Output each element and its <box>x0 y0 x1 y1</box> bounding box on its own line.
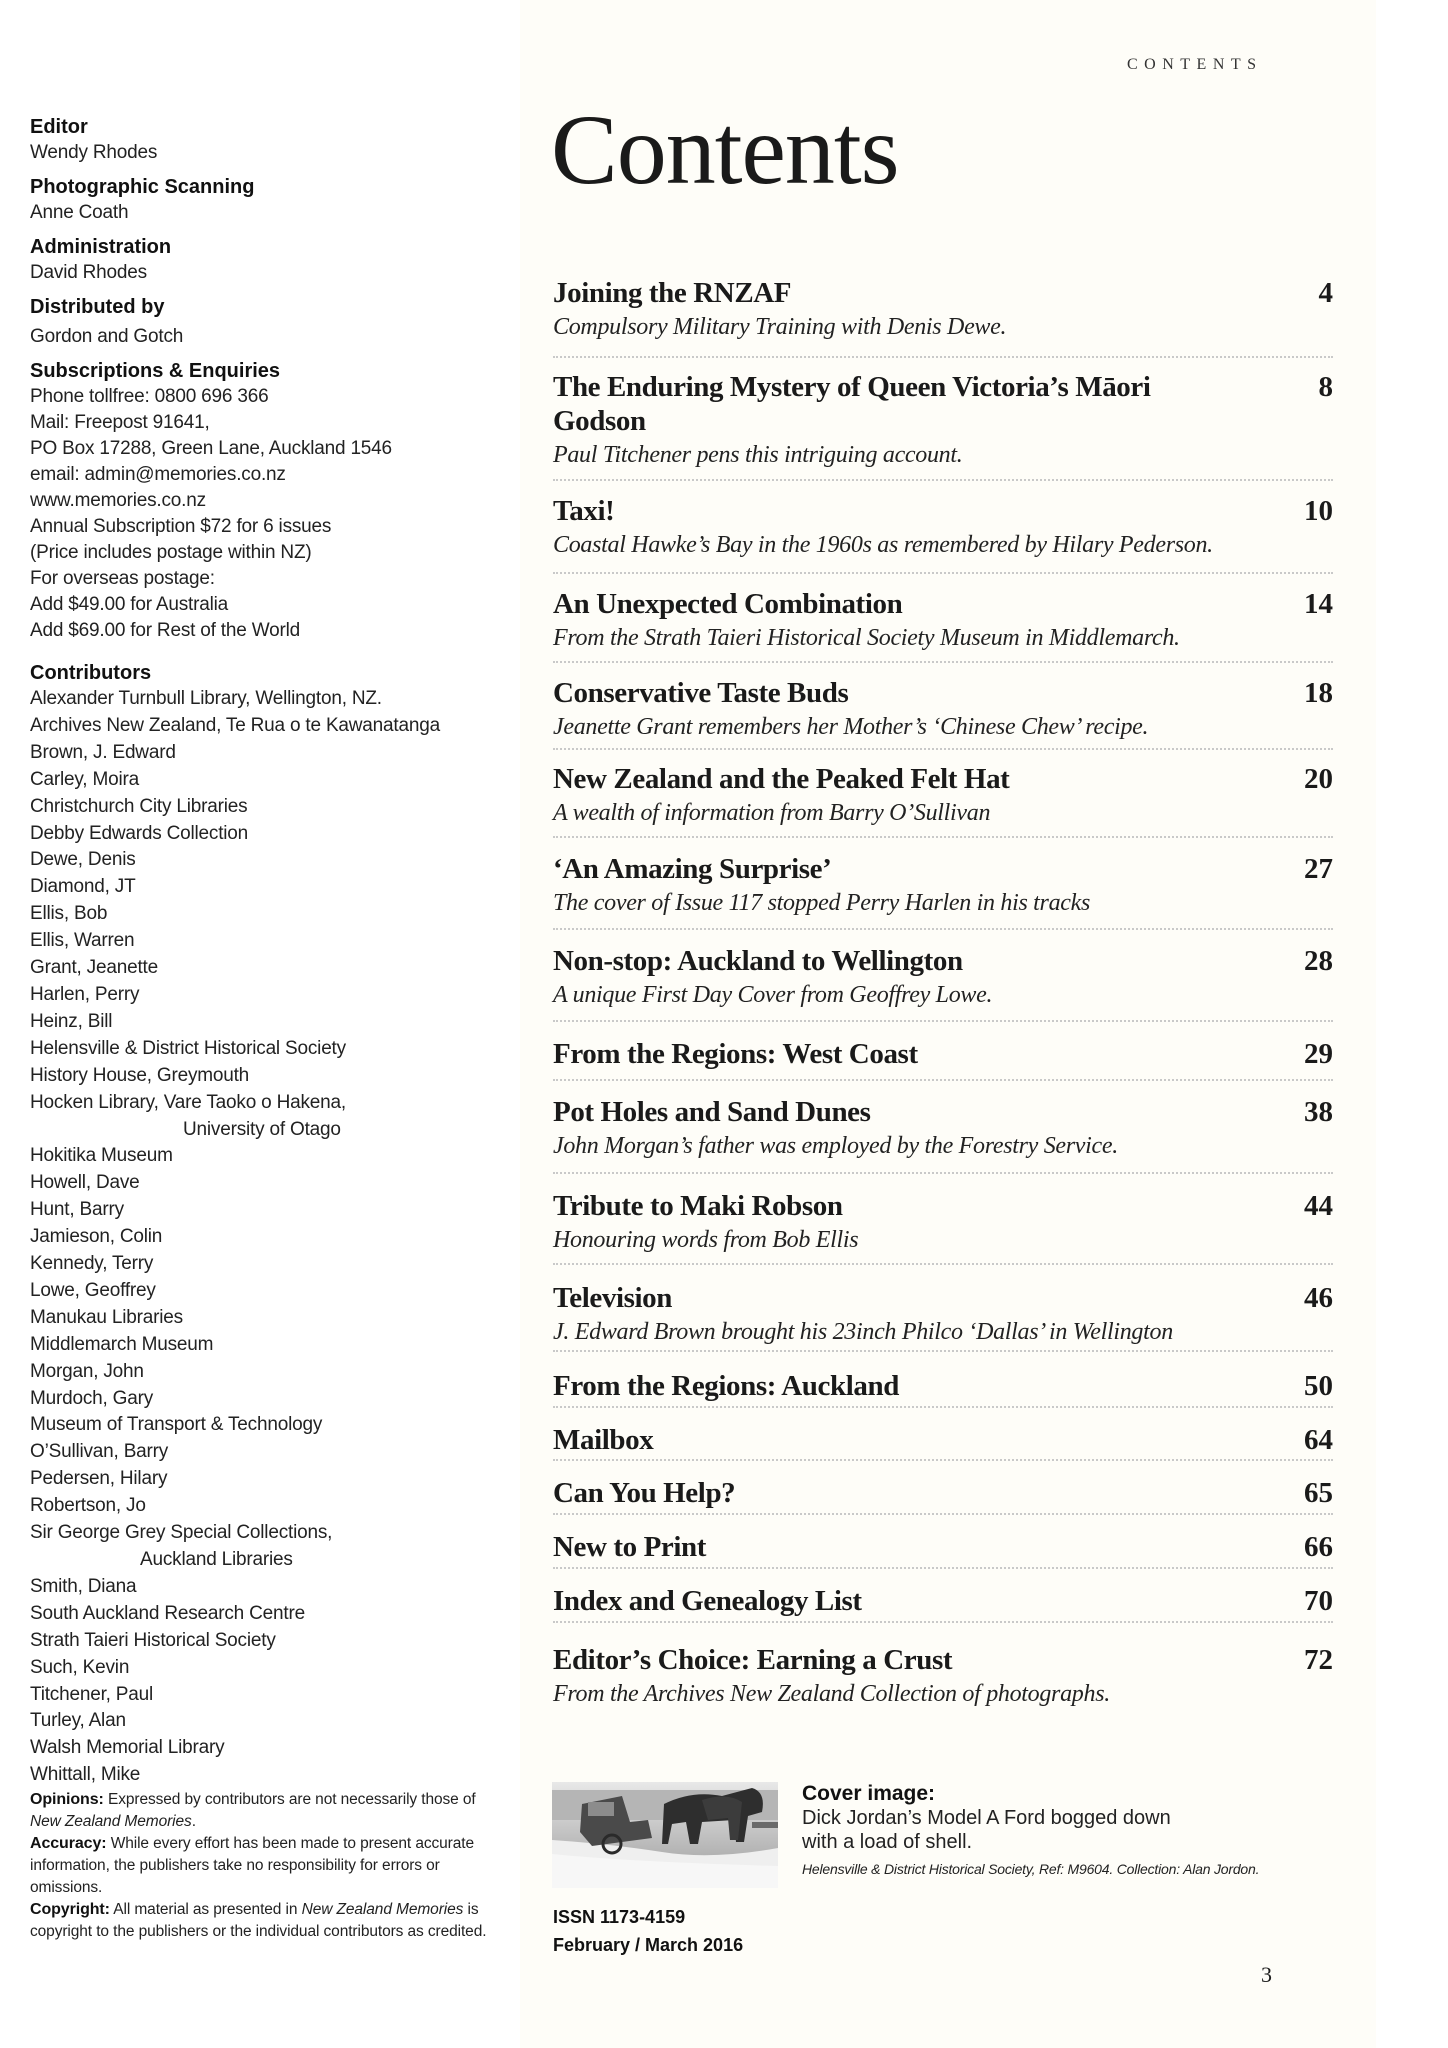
masthead-value: www.memories.co.nz <box>30 490 206 511</box>
contributor-item: Brown, J. Edward <box>30 741 176 763</box>
cover-caption-line-1: Dick Jordan’s Model A Ford bogged down <box>802 1807 1171 1829</box>
toc-entry-row <box>553 587 1333 621</box>
toc-entry-row <box>553 1281 1333 1315</box>
toc-entry-page: 70 <box>1304 1585 1333 1617</box>
toc-entry-page: 4 <box>1318 277 1333 309</box>
toc-entry-row <box>553 852 1333 886</box>
contributor-item: Manukau Libraries <box>30 1306 183 1328</box>
toc-entry-row <box>553 1369 1333 1403</box>
toc-entry-title: New to Print <box>553 1531 707 1563</box>
toc-entry-row <box>553 1530 1333 1564</box>
toc-entry-title: Taxi! <box>553 495 615 527</box>
cover-caption-heading: Cover image: <box>802 1782 936 1805</box>
toc-entry-subtitle: A wealth of information from Barry O’Sullivan <box>553 800 991 826</box>
toc-entry-row <box>553 1584 1333 1618</box>
masthead-block <box>30 174 510 226</box>
toc-entry-row <box>553 1476 1333 1510</box>
toc-divider <box>553 1621 1333 1623</box>
toc-entry-title: Editor’s Choice: Earning a Crust <box>553 1644 953 1676</box>
masthead-value: email: admin@memories.co.nz <box>30 464 286 485</box>
toc-entry[interactable] <box>553 852 1333 918</box>
toc-entry-page: 66 <box>1304 1531 1333 1563</box>
toc-entry[interactable] <box>553 1476 1333 1510</box>
toc-entry-page: 50 <box>1304 1370 1333 1402</box>
masthead-block <box>30 294 510 350</box>
contributor-item: Howell, Dave <box>30 1172 140 1194</box>
contributor-item: Robertson, Jo <box>30 1495 146 1517</box>
contributor-item: Smith, Diana <box>30 1575 137 1597</box>
toc-entry[interactable] <box>553 1189 1333 1255</box>
toc-entry-page: 64 <box>1304 1424 1333 1456</box>
contributor-item: Diamond, JT <box>30 876 136 898</box>
toc-entry[interactable] <box>553 762 1333 828</box>
toc-entry[interactable] <box>553 1037 1333 1071</box>
contributor-item: Archives New Zealand, Te Rua o te Kawanatanga <box>30 714 440 736</box>
contributor-item: Middlemarch Museum <box>30 1333 214 1355</box>
contributor-item: South Auckland Research Centre <box>30 1602 305 1624</box>
copyright-label: Copyright: <box>30 1901 110 1918</box>
masthead-label: Distributed by <box>30 296 165 318</box>
toc-entry-row <box>553 494 1333 528</box>
contributors-list <box>30 660 510 1789</box>
cover-caption-credit: Helensville & District Historical Society, Ref: M9604. Collection: Alan Jordon. <box>802 1861 1260 1877</box>
toc-entry-title: Joining the RNZAF <box>553 277 792 309</box>
copyright-notice <box>30 1899 510 1943</box>
contributor-item: Hunt, Barry <box>30 1199 124 1221</box>
toc-entry-page: 14 <box>1304 588 1333 620</box>
contributor-item: Hocken Library, Vare Taoko o Hakena, <box>30 1091 346 1113</box>
toc-entry-title: Pot Holes and Sand Dunes <box>553 1096 871 1128</box>
toc-entry-row <box>553 370 1333 438</box>
toc-entry[interactable] <box>553 370 1333 470</box>
issue-date: February / March 2016 <box>553 1935 744 1955</box>
page-number: 3 <box>1261 1962 1272 1987</box>
masthead-value: Annual Subscription $72 for 6 issues <box>30 516 332 537</box>
toc-divider <box>553 661 1333 663</box>
contributor-item: Carley, Moira <box>30 768 139 790</box>
toc-entry-title: Conservative Taste Buds <box>553 677 849 709</box>
toc-entry-subtitle: Jeanette Grant remembers her Mother’s ‘Chinese Chew’ recipe. <box>553 714 1149 740</box>
toc-divider <box>553 1079 1333 1081</box>
contributor-item: Heinz, Bill <box>30 1010 113 1032</box>
contributor-item: Kennedy, Terry <box>30 1253 154 1275</box>
toc-entry-row <box>553 276 1333 310</box>
contributor-item: Murdoch, Gary <box>30 1387 154 1409</box>
toc-entry-subtitle: J. Edward Brown brought his 23inch Philco ‘Dallas’ in Wellington <box>553 1319 1173 1345</box>
toc-entry-row <box>553 1643 1333 1677</box>
toc-entry-title: ‘An Amazing Surprise’ <box>553 853 832 885</box>
opinions-publication: New Zealand Memories <box>30 1813 192 1830</box>
toc-divider <box>553 1350 1333 1352</box>
copyright-end: is copyright to the publishers or the individual contributors as credited. <box>30 1901 487 1940</box>
masthead-label: Photographic Scanning <box>30 176 255 198</box>
contributor-item: History House, Greymouth <box>30 1064 250 1086</box>
contributors-heading: Contributors <box>30 662 152 684</box>
toc-entry-title: Tribute to Maki Robson <box>553 1190 843 1222</box>
contributor-item: Museum of Transport & Technology <box>30 1414 323 1436</box>
toc-entry-title: Non-stop: Auckland to Wellington <box>553 945 963 977</box>
toc-entry-subtitle: Paul Titchener pens this intriguing account. <box>553 442 963 468</box>
toc-entry-row <box>553 676 1333 710</box>
contributor-item: Pedersen, Hilary <box>30 1468 168 1490</box>
contributor-item: Harlen, Perry <box>30 983 140 1005</box>
opinions-text: Expressed by contributors are not necessarily those of <box>103 1791 476 1808</box>
toc-entry-page: 18 <box>1304 677 1333 709</box>
toc-divider <box>553 356 1333 358</box>
masthead-value: Gordon and Gotch <box>30 326 184 347</box>
masthead-value: Anne Coath <box>30 202 129 223</box>
toc-entry-row <box>553 762 1333 796</box>
contributor-item: Jamieson, Colin <box>30 1226 163 1248</box>
toc-divider <box>553 836 1333 838</box>
masthead-value: Add $69.00 for Rest of the World <box>30 620 300 641</box>
toc-entry-title: New Zealand and the Peaked Felt Hat <box>553 763 1010 795</box>
accuracy-text: While every effort has been made to present accurate information, the publishers take no responsibility for errors or omissions. <box>30 1835 474 1896</box>
contributor-item: Lowe, Geoffrey <box>30 1279 156 1301</box>
toc-entry[interactable] <box>553 1643 1333 1709</box>
toc-entry-row <box>553 1189 1333 1223</box>
toc-entry-subtitle: Coastal Hawke’s Bay in the 1960s as remembered by Hilary Pederson. <box>553 532 1213 558</box>
toc-entry[interactable] <box>553 1584 1333 1618</box>
contributor-item: Sir George Grey Special Collections, <box>30 1522 333 1544</box>
opinions-label: Opinions: <box>30 1791 104 1808</box>
contributor-item: Auckland Libraries <box>140 1549 293 1570</box>
toc-entry-page: 44 <box>1304 1190 1333 1222</box>
toc-entry-subtitle: A unique First Day Cover from Geoffrey Lowe. <box>553 982 993 1008</box>
masthead-value: Wendy Rhodes <box>30 142 158 163</box>
masthead-block <box>30 114 510 166</box>
masthead-value: For overseas postage: <box>30 568 215 589</box>
cover-photo-image <box>552 1782 778 1888</box>
toc-entry[interactable] <box>553 494 1333 560</box>
masthead-value: Phone tollfree: 0800 696 366 <box>30 386 269 407</box>
opinions-end: . <box>191 1813 196 1830</box>
toc-entry[interactable] <box>553 1369 1333 1403</box>
toc-entry-page: 29 <box>1304 1038 1333 1070</box>
toc-divider <box>553 1406 1333 1408</box>
toc-entry-row <box>553 1037 1333 1071</box>
toc-entry-page: 10 <box>1304 495 1333 527</box>
contributors-items <box>30 686 510 1789</box>
toc-entry-subtitle: The cover of Issue 117 stopped Perry Harlen in his tracks <box>553 890 1091 916</box>
toc-entry[interactable] <box>553 944 1333 1010</box>
toc-entry-page: 72 <box>1304 1644 1333 1676</box>
toc-entry-subtitle: From the Archives New Zealand Collection of photographs. <box>553 1681 1110 1707</box>
toc-entry[interactable] <box>553 276 1333 342</box>
contributor-item: Alexander Turnbull Library, Wellington, NZ. <box>30 688 382 709</box>
contributor-item: Morgan, John <box>30 1360 144 1382</box>
cover-caption-line-2: with a load of shell. <box>802 1831 973 1853</box>
issue-info <box>553 1903 743 1959</box>
opinions-notice <box>30 1789 510 1833</box>
toc-entry-page: 46 <box>1304 1282 1333 1314</box>
contributor-item: Whittall, Mike <box>30 1764 141 1786</box>
toc-entry-title: Mailbox <box>553 1424 654 1456</box>
toc-divider <box>553 748 1333 750</box>
toc-entry-row <box>553 1423 1333 1457</box>
toc-divider <box>553 1172 1333 1174</box>
accuracy-notice <box>30 1833 510 1899</box>
toc-entry[interactable] <box>553 1281 1333 1347</box>
masthead-value: Add $49.00 for Australia <box>30 594 229 615</box>
contributor-item: University of Otago <box>183 1118 341 1140</box>
toc-divider <box>553 572 1333 574</box>
copyright-publication: New Zealand Memories <box>301 1901 464 1918</box>
toc-divider <box>553 928 1333 930</box>
toc-entry-subtitle: Honouring words from Bob Ellis <box>553 1227 859 1253</box>
masthead-label: Administration <box>30 236 172 258</box>
toc-entry[interactable] <box>553 1530 1333 1564</box>
toc-divider <box>553 1459 1333 1461</box>
contributor-item: Titchener, Paul <box>30 1683 154 1705</box>
toc-entry[interactable] <box>553 1095 1333 1161</box>
toc-entry-title: From the Regions: West Coast <box>553 1038 918 1070</box>
masthead-value: David Rhodes <box>30 262 147 283</box>
toc-entry-page: 20 <box>1304 763 1333 795</box>
toc-entry-title: The Enduring Mystery of Queen Victoria’s Māori Godson <box>553 371 1151 437</box>
masthead-block <box>30 234 510 286</box>
masthead-block <box>30 358 510 644</box>
contributor-item: O’Sullivan, Barry <box>30 1441 169 1463</box>
toc-entry-title: From the Regions: Auckland <box>553 1370 899 1402</box>
toc-entry-page: 28 <box>1304 945 1333 977</box>
cover-photo-thumbnail <box>552 1782 778 1888</box>
masthead-value: (Price includes postage within NZ) <box>30 542 312 563</box>
toc-entry-subtitle: John Morgan’s father was employed by the Forestry Service. <box>553 1133 1118 1159</box>
toc-divider <box>553 1020 1333 1022</box>
contributor-item: Such, Kevin <box>30 1656 130 1678</box>
toc-entry[interactable] <box>553 1423 1333 1457</box>
contributor-item: Christchurch City Libraries <box>30 795 248 817</box>
toc-entry-page: 8 <box>1318 371 1333 403</box>
toc-entry-page: 27 <box>1304 853 1333 885</box>
contributor-item: Dewe, Denis <box>30 849 136 871</box>
toc-entry-row <box>553 944 1333 978</box>
toc-divider <box>553 479 1333 481</box>
contributor-item: Strath Taieri Historical Society <box>30 1629 276 1651</box>
toc-entry-row <box>553 1095 1333 1129</box>
toc-divider <box>553 1513 1333 1515</box>
accuracy-label: Accuracy: <box>30 1835 107 1852</box>
cover-caption <box>802 1782 1362 1880</box>
toc-entry-subtitle: From the Strath Taieri Historical Society Museum in Middlemarch. <box>553 625 1180 651</box>
toc-entry-title: Index and Genealogy List <box>553 1585 862 1617</box>
masthead-label: Subscriptions & Enquiries <box>30 360 281 382</box>
masthead-value: PO Box 17288, Green Lane, Auckland 1546 <box>30 438 392 459</box>
toc-entry-page: 65 <box>1304 1477 1333 1509</box>
contributor-item: Debby Edwards Collection <box>30 822 249 844</box>
contributor-item: Ellis, Bob <box>30 903 108 925</box>
contributor-item: Ellis, Warren <box>30 930 135 952</box>
contributor-item: Grant, Jeanette <box>30 957 158 979</box>
legal-notices <box>30 1789 510 1943</box>
issn-number: ISSN 1173-4159 <box>553 1907 686 1927</box>
toc-divider <box>553 1567 1333 1569</box>
copyright-text: All material as presented in <box>109 1901 302 1918</box>
toc-entry[interactable] <box>553 676 1333 742</box>
toc-entry-page: 38 <box>1304 1096 1333 1128</box>
page-title: Contents <box>551 94 899 205</box>
contributor-item: Helensville & District Historical Society <box>30 1037 346 1059</box>
toc-entry-title: An Unexpected Combination <box>553 588 903 620</box>
masthead-label: Editor <box>30 116 88 138</box>
running-head: CONTENTS <box>1127 56 1263 73</box>
contributor-item: Turley, Alan <box>30 1710 126 1732</box>
contributor-item: Walsh Memorial Library <box>30 1737 225 1759</box>
toc-entry-subtitle: Compulsory Military Training with Denis Dewe. <box>553 314 1007 340</box>
masthead-value: Mail: Freepost 91641, <box>30 412 210 433</box>
toc-entry-title: Television <box>553 1282 673 1314</box>
toc-entry-title: Can You Help? <box>553 1477 736 1509</box>
toc-divider <box>553 1263 1333 1265</box>
contributor-item: Hokitika Museum <box>30 1145 173 1167</box>
toc-entry[interactable] <box>553 587 1333 653</box>
masthead <box>30 114 510 652</box>
